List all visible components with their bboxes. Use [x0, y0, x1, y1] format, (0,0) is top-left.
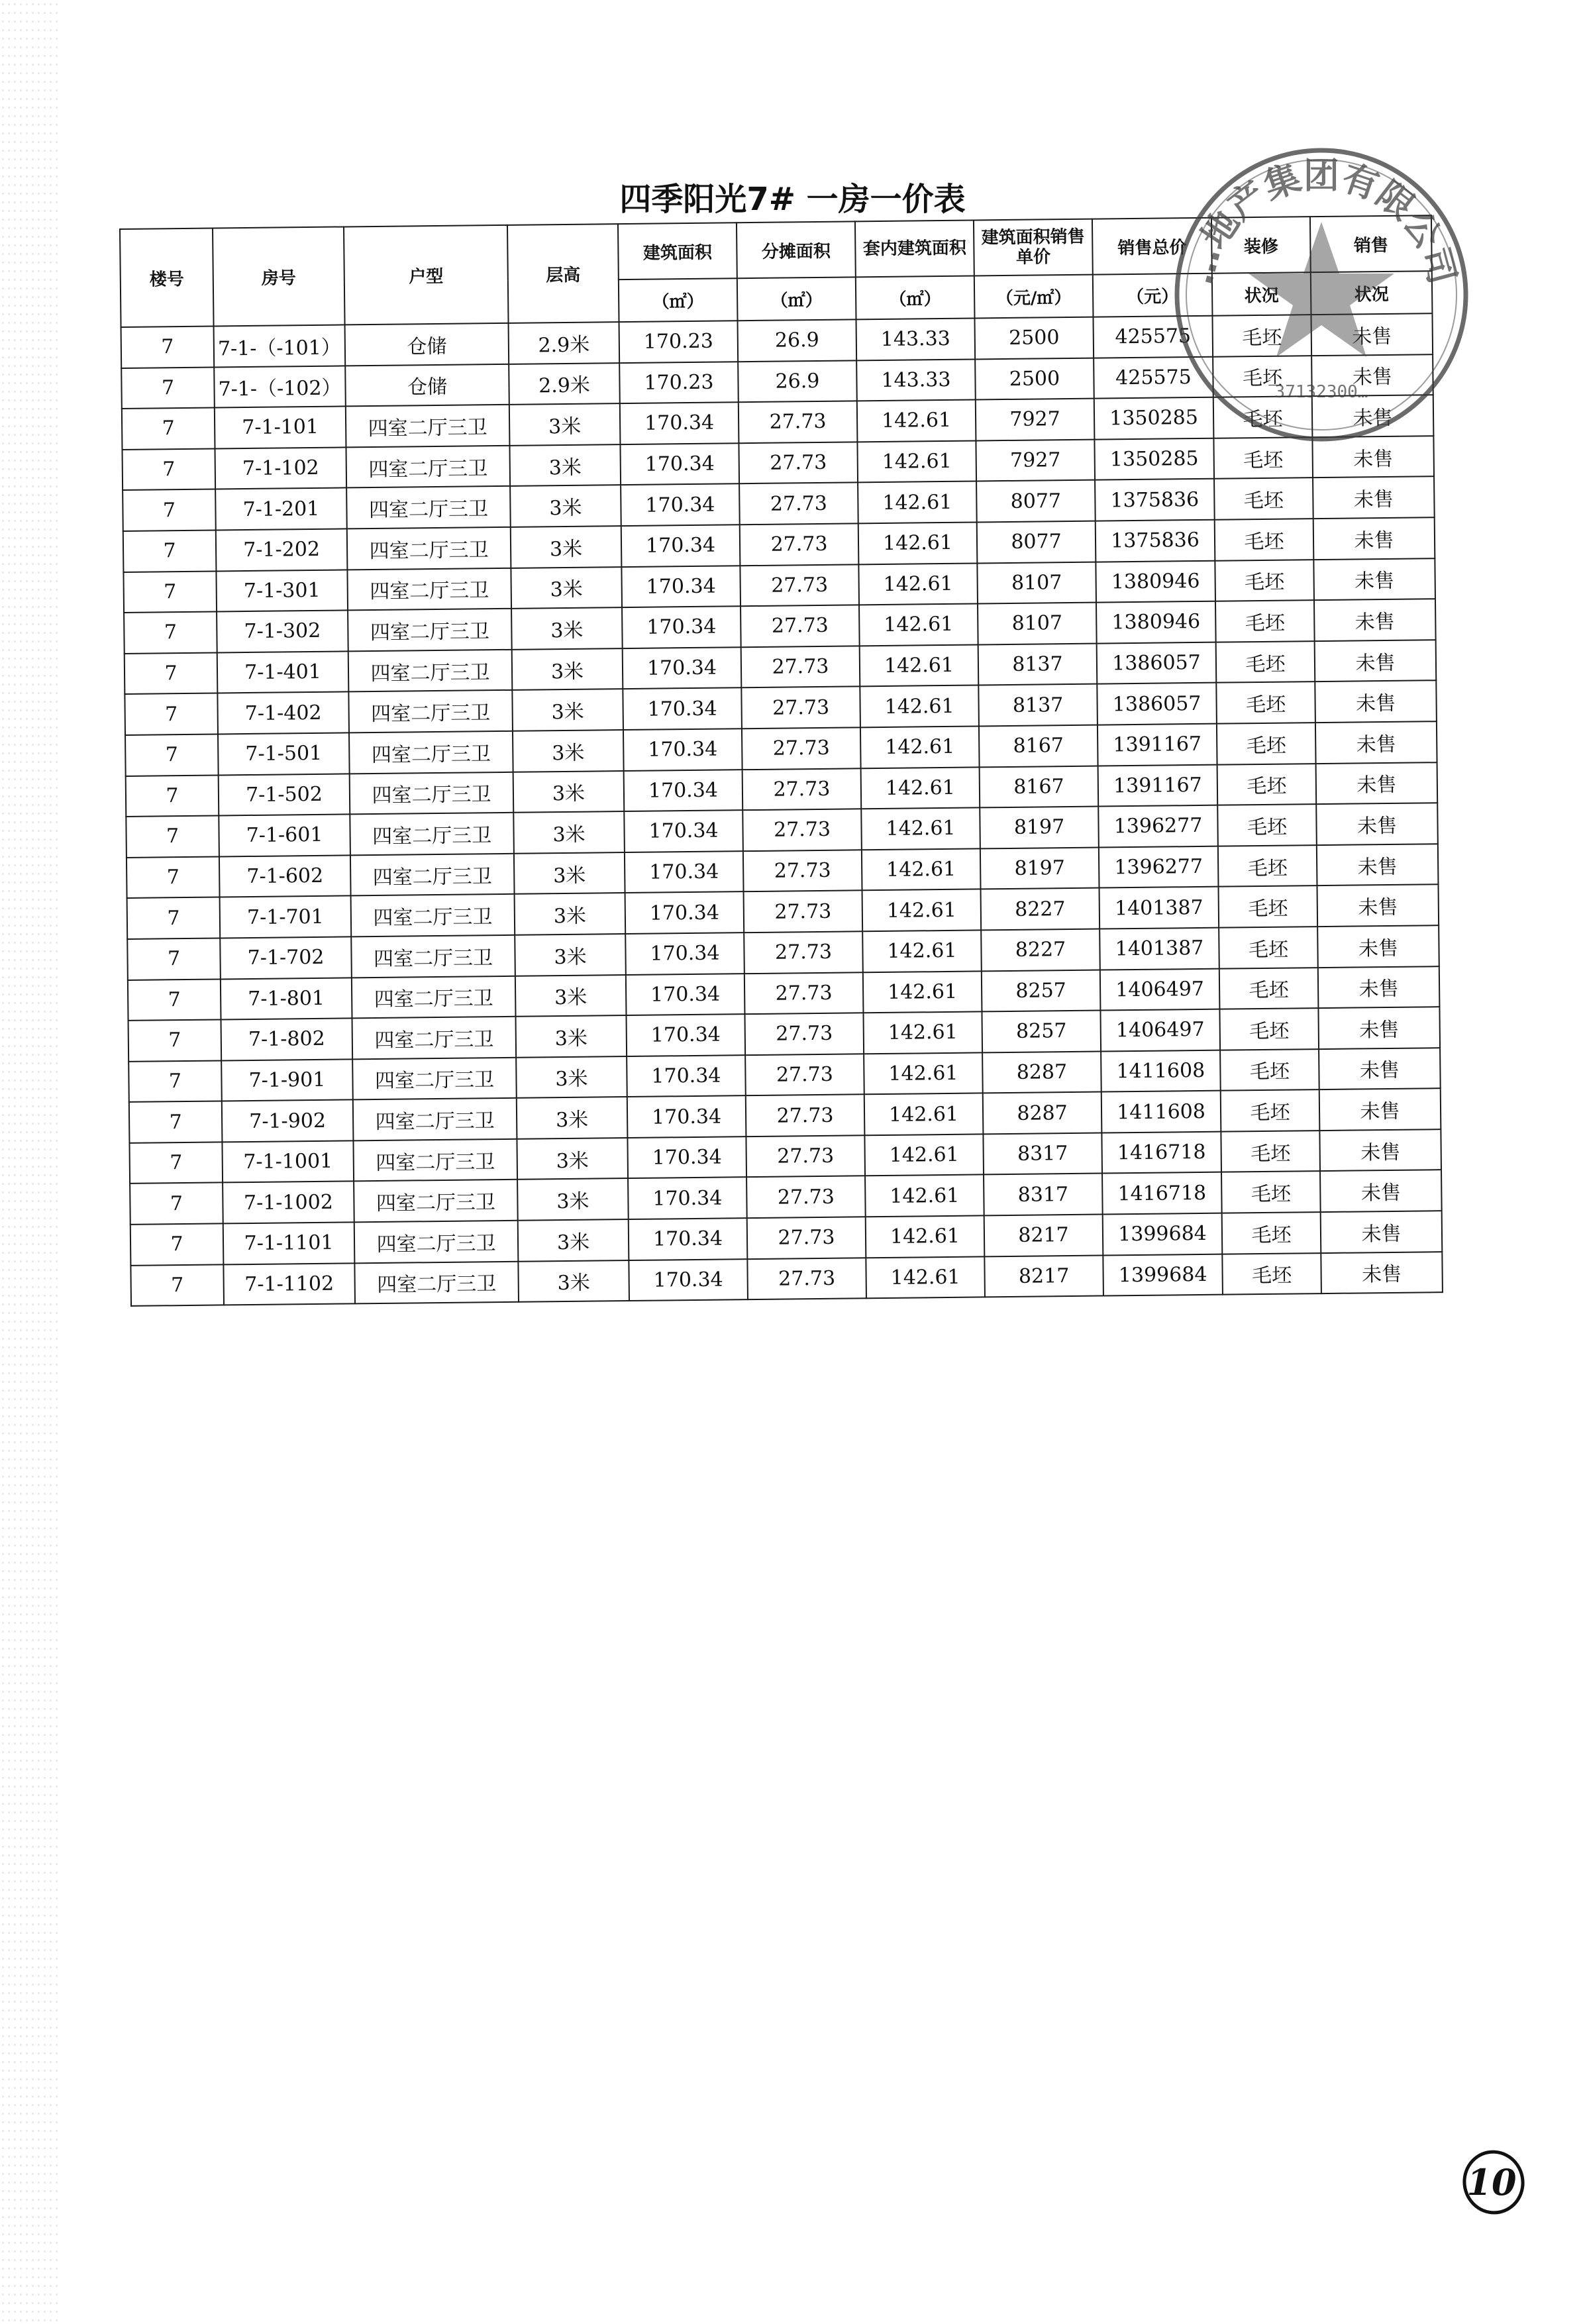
cell-type: 四室二厅三卫: [347, 527, 511, 570]
cell-unit-price: 8317: [984, 1174, 1103, 1215]
cell-inner: 142.61: [860, 685, 979, 727]
cell-sales: 未售: [1315, 640, 1437, 682]
cell-room: 7-1-1101: [223, 1222, 355, 1264]
cell-shared: 27.73: [747, 1217, 866, 1258]
cell-sales: 未售: [1318, 1007, 1440, 1049]
cell-inner: 142.61: [862, 889, 982, 931]
cell-type: 四室二厅三卫: [351, 935, 515, 978]
header-decoration: 装修: [1211, 217, 1311, 274]
cell-room: 7-1-（-101）: [214, 325, 346, 367]
price-table-wrapper: [119, 215, 1442, 1307]
cell-sales: 未售: [1317, 844, 1439, 886]
cell-height: 3米: [512, 689, 623, 731]
header-room: 房号: [213, 227, 345, 326]
cell-height: 3米: [511, 526, 622, 568]
cell-unit-price: 8137: [978, 643, 1098, 685]
cell-area: 170.34: [629, 1259, 748, 1301]
cell-height: 3米: [515, 1015, 627, 1057]
cell-total: 1386057: [1097, 683, 1217, 725]
cell-building: 7: [129, 1142, 223, 1184]
cell-total: 1391167: [1098, 764, 1218, 806]
cell-room: 7-1-301: [216, 570, 348, 612]
cell-area: 170.34: [627, 1095, 746, 1137]
cell-type: 四室二厅三卫: [354, 1221, 519, 1263]
cell-shared: 26.9: [738, 360, 857, 402]
cell-building: 7: [125, 734, 219, 776]
cell-area: 170.34: [627, 1055, 746, 1097]
cell-shared: 27.73: [739, 483, 858, 525]
cell-building: 7: [123, 530, 217, 572]
cell-area: 170.34: [626, 1014, 745, 1056]
cell-height: 3米: [518, 1219, 629, 1261]
cell-room: 7-1-602: [219, 855, 351, 897]
header-unit-price-unit: （元/㎡）: [974, 275, 1094, 319]
cell-height: 3米: [517, 1097, 628, 1138]
cell-unit-price: 8227: [981, 888, 1100, 930]
cell-building: 7: [121, 327, 215, 368]
cell-inner: 142.61: [863, 971, 982, 1013]
cell-decoration: 毛坯: [1215, 519, 1314, 560]
cell-area: 170.34: [626, 974, 745, 1015]
header-total: 销售总价: [1092, 218, 1212, 275]
cell-type: 四室二厅三卫: [354, 1180, 518, 1222]
table-body: [121, 313, 1443, 1306]
cell-sales: 未售: [1311, 313, 1433, 356]
cell-room: 7-1-901: [221, 1059, 353, 1101]
cell-height: 2.9米: [509, 363, 620, 405]
cell-shared: 27.73: [746, 1176, 866, 1218]
cell-total: 1375836: [1096, 520, 1215, 562]
cell-type: 四室二厅三卫: [348, 650, 513, 692]
cell-decoration: 毛坯: [1216, 682, 1315, 723]
cell-area: 170.34: [623, 688, 742, 730]
cell-shared: 27.73: [742, 809, 862, 850]
cell-type: 四室二厅三卫: [351, 894, 515, 936]
cell-sales: 未售: [1321, 1252, 1443, 1294]
cell-building: 7: [126, 775, 219, 817]
cell-area: 170.34: [621, 525, 741, 566]
cell-room: 7-1-702: [220, 936, 352, 979]
cell-total: 1411608: [1101, 1050, 1221, 1091]
cell-total: 1396277: [1099, 846, 1219, 887]
cell-unit-price: 8257: [982, 970, 1101, 1011]
cell-unit-price: 8227: [981, 929, 1100, 970]
cell-inner: 142.61: [857, 440, 976, 482]
cell-shared: 27.73: [741, 646, 860, 687]
cell-building: 7: [121, 367, 215, 409]
cell-type: 四室二厅三卫: [353, 1098, 517, 1140]
header-shared: 分摊面积: [737, 221, 856, 278]
cell-unit-price: 8077: [976, 480, 1096, 522]
cell-unit-price: 2500: [974, 317, 1094, 359]
cell-shared: 27.73: [747, 1258, 866, 1299]
cell-building: 7: [128, 1060, 222, 1102]
cell-building: 7: [123, 571, 217, 613]
header-unit-price: 建筑面积销售单价: [974, 219, 1093, 276]
cell-shared: 27.73: [739, 442, 858, 483]
cell-total: 1350285: [1094, 438, 1214, 480]
cell-decoration: 毛坯: [1219, 927, 1318, 968]
cell-decoration: 毛坯: [1216, 641, 1315, 683]
cell-area: 170.34: [628, 1178, 747, 1219]
cell-inner: 142.61: [858, 522, 978, 564]
cell-height: 3米: [513, 730, 624, 772]
scan-noise: [0, 0, 60, 2324]
cell-unit-price: 8167: [980, 766, 1099, 807]
svg-text:…地产集团有限公司: …地产集团有限公司: [1179, 154, 1464, 289]
cell-height: 3米: [514, 852, 625, 894]
cell-sales: 未售: [1316, 762, 1438, 805]
cell-area: 170.34: [624, 770, 743, 811]
cell-inner: 142.61: [858, 481, 977, 523]
cell-type: 四室二厅三卫: [352, 1017, 517, 1059]
cell-building: 7: [130, 1183, 223, 1225]
header-inner: 套内建筑面积: [855, 220, 974, 277]
cell-height: 3米: [517, 1179, 629, 1221]
cell-decoration: 毛坯: [1219, 1008, 1319, 1050]
cell-room: 7-1-（-102）: [214, 366, 346, 408]
cell-total: 1391167: [1098, 724, 1217, 766]
cell-total: 425575: [1094, 356, 1213, 398]
cell-height: 3米: [510, 485, 621, 527]
header-inner-unit: （㎡）: [856, 276, 975, 319]
cell-building: 7: [125, 693, 218, 735]
cell-building: 7: [127, 897, 221, 939]
price-table: [119, 215, 1443, 1307]
cell-room: 7-1-202: [216, 529, 348, 571]
cell-height: 3米: [518, 1260, 629, 1302]
svg-text:37132300…: 37132300…: [1274, 382, 1368, 402]
cell-height: 3米: [512, 648, 623, 690]
cell-unit-price: 2500: [975, 358, 1094, 399]
cell-room: 7-1-1002: [223, 1182, 354, 1224]
cell-sales: 未售: [1313, 558, 1435, 601]
cell-shared: 27.73: [739, 401, 858, 443]
cell-area: 170.23: [619, 321, 739, 362]
cell-inner: 142.61: [861, 808, 980, 850]
cell-type: 四室二厅三卫: [349, 731, 513, 774]
cell-sales: 未售: [1315, 681, 1437, 723]
cell-total: 1399684: [1103, 1254, 1223, 1295]
cell-type: 四室二厅三卫: [347, 568, 511, 610]
cell-total: 1375836: [1095, 479, 1215, 521]
cell-height: 2.9米: [509, 322, 620, 364]
cell-unit-price: 7927: [976, 439, 1095, 481]
cell-area: 170.23: [619, 362, 739, 403]
cell-inner: 142.61: [866, 1215, 985, 1257]
cell-type: 四室二厅三卫: [348, 609, 512, 651]
cell-inner: 142.61: [865, 1175, 984, 1217]
cell-room: 7-1-501: [218, 733, 350, 775]
cell-inner: 142.61: [864, 1093, 984, 1135]
cell-unit-price: 8287: [983, 1092, 1102, 1134]
cell-shared: 27.73: [744, 931, 863, 973]
cell-inner: 142.61: [860, 726, 980, 768]
cell-total: 1406497: [1100, 968, 1220, 1010]
cell-decoration: 毛坯: [1218, 885, 1317, 927]
cell-unit-price: 8197: [980, 847, 1099, 889]
cell-room: 7-1-502: [219, 774, 350, 816]
cell-total: 1396277: [1098, 805, 1218, 847]
header-total-unit: （元）: [1093, 274, 1213, 317]
header-area-unit: （㎡）: [619, 278, 738, 322]
cell-height: 3米: [515, 934, 626, 976]
cell-sales: 未售: [1314, 599, 1436, 641]
cell-inner: 142.61: [857, 400, 976, 442]
cell-height: 3米: [513, 811, 625, 853]
cell-area: 170.34: [622, 606, 741, 648]
cell-total: 1350285: [1094, 397, 1214, 439]
cell-total: 1401387: [1099, 928, 1219, 970]
cell-unit-price: 7927: [976, 399, 1095, 440]
cell-sales: 未售: [1311, 354, 1433, 397]
cell-shared: 27.73: [741, 687, 860, 729]
cell-unit-price: 8287: [982, 1051, 1101, 1093]
page-number-mark: [1457, 2146, 1530, 2219]
cell-type: 仓储: [345, 323, 509, 366]
cell-building: 7: [125, 652, 218, 694]
cell-type: 四室二厅三卫: [346, 486, 511, 529]
cell-shared: 27.73: [746, 1095, 865, 1137]
cell-room: 7-1-101: [215, 407, 346, 449]
cell-sales: 未售: [1318, 966, 1440, 1009]
cell-shared: 27.73: [742, 768, 862, 810]
header-height: 层高: [507, 224, 619, 323]
header-area: 建筑面积: [618, 223, 737, 279]
cell-decoration: 毛坯: [1214, 478, 1313, 520]
header-building: 楼号: [120, 228, 214, 327]
cell-height: 3米: [513, 771, 625, 813]
cell-unit-price: 8107: [977, 562, 1096, 603]
cell-area: 170.34: [621, 484, 740, 526]
cell-area: 170.34: [625, 933, 744, 974]
cell-sales: 未售: [1315, 721, 1437, 764]
cell-decoration: 毛坯: [1221, 1172, 1321, 1213]
header-decoration-status: 状况: [1212, 272, 1311, 316]
cell-decoration: 毛坯: [1213, 396, 1313, 438]
cell-unit-price: 8217: [984, 1255, 1103, 1297]
cell-height: 3米: [511, 607, 623, 649]
cell-area: 170.34: [625, 891, 744, 933]
cell-area: 170.34: [623, 729, 742, 770]
cell-inner: 142.61: [864, 1052, 983, 1094]
cell-room: 7-1-1102: [223, 1263, 355, 1305]
cell-inner: 142.61: [862, 848, 981, 890]
cell-sales: 未售: [1312, 395, 1434, 437]
cell-inner: 142.61: [862, 930, 982, 972]
header-shared-unit: （㎡）: [737, 277, 856, 321]
cell-inner: 142.61: [864, 1134, 984, 1176]
cell-sales: 未售: [1319, 1048, 1441, 1090]
cell-building: 7: [130, 1224, 224, 1266]
cell-area: 170.34: [627, 1137, 746, 1178]
cell-total: 1399684: [1103, 1213, 1223, 1255]
cell-total: 1401387: [1099, 887, 1219, 929]
cell-unit-price: 8257: [982, 1011, 1101, 1052]
cell-total: 1416718: [1102, 1172, 1222, 1214]
cell-shared: 27.73: [746, 1135, 865, 1177]
cell-sales: 未售: [1313, 517, 1435, 560]
cell-inner: 142.61: [858, 563, 978, 605]
cell-room: 7-1-801: [221, 978, 352, 1020]
cell-height: 3米: [517, 1138, 628, 1180]
page-number: 10: [1466, 2161, 1517, 2203]
cell-height: 3米: [515, 975, 627, 1017]
cell-shared: 26.9: [738, 319, 857, 361]
cell-inner: 142.61: [860, 644, 979, 686]
cell-decoration: 毛坯: [1215, 600, 1315, 642]
cell-building: 7: [122, 408, 215, 450]
cell-height: 3米: [516, 1056, 627, 1098]
cell-shared: 27.73: [745, 1054, 864, 1095]
header-sales: 销售: [1310, 215, 1432, 272]
cell-decoration: 毛坯: [1222, 1253, 1321, 1295]
cell-unit-price: 8107: [978, 603, 1097, 644]
cell-decoration: 毛坯: [1212, 315, 1311, 356]
cell-type: 四室二厅三卫: [354, 1261, 519, 1303]
cell-shared: 27.73: [740, 564, 859, 606]
cell-decoration: 毛坯: [1221, 1131, 1320, 1172]
cell-type: 四室二厅三卫: [353, 1139, 517, 1182]
cell-decoration: 毛坯: [1213, 437, 1313, 479]
cell-height: 3米: [509, 444, 621, 486]
cell-inner: 142.61: [866, 1256, 985, 1298]
cell-room: 7-1-701: [220, 896, 352, 938]
cell-building: 7: [129, 1101, 223, 1143]
cell-total: 1380946: [1096, 560, 1215, 602]
cell-building: 7: [128, 979, 221, 1021]
cell-shared: 27.73: [742, 727, 861, 769]
cell-building: 7: [124, 612, 217, 654]
cell-total: 1416718: [1101, 1132, 1221, 1174]
cell-type: 四室二厅三卫: [352, 1057, 517, 1099]
cell-inner: 142.61: [861, 767, 980, 809]
cell-unit-price: 8167: [979, 725, 1098, 767]
cell-decoration: 毛坯: [1221, 1089, 1320, 1131]
cell-room: 7-1-201: [215, 488, 347, 530]
cell-room: 7-1-601: [219, 815, 350, 857]
cell-sales: 未售: [1313, 477, 1435, 519]
cell-type: 四室二厅三卫: [352, 976, 516, 1018]
cell-decoration: 毛坯: [1217, 723, 1316, 764]
cell-decoration: 毛坯: [1217, 804, 1317, 846]
cell-inner: 142.61: [863, 1012, 982, 1054]
cell-room: 7-1-802: [221, 1018, 353, 1060]
cell-sales: 未售: [1317, 925, 1439, 968]
cell-area: 170.34: [620, 402, 739, 444]
cell-total: 1411608: [1101, 1091, 1221, 1133]
cell-building: 7: [126, 816, 219, 858]
cell-type: 四室二厅三卫: [350, 813, 514, 855]
cell-room: 7-1-302: [217, 611, 348, 653]
cell-area: 170.34: [625, 851, 744, 893]
cell-inner: 142.61: [859, 604, 978, 646]
cell-height: 3米: [511, 567, 622, 609]
header-sales-status: 状况: [1311, 271, 1433, 315]
cell-room: 7-1-102: [215, 447, 346, 489]
cell-total: 425575: [1093, 316, 1213, 358]
cell-building: 7: [127, 856, 220, 898]
cell-building: 7: [123, 489, 216, 531]
cell-type: 四室二厅三卫: [350, 854, 515, 896]
cell-shared: 27.73: [743, 850, 862, 891]
page-title: 四季阳光7# 一房一价表: [619, 181, 966, 218]
cell-total: 1380946: [1096, 601, 1216, 643]
cell-sales: 未售: [1312, 436, 1434, 478]
cell-shared: 27.73: [740, 523, 859, 565]
cell-type: 四室二厅三卫: [348, 690, 513, 733]
cell-decoration: 毛坯: [1220, 1049, 1319, 1091]
cell-area: 170.34: [624, 810, 743, 852]
cell-shared: 27.73: [744, 972, 864, 1014]
cell-sales: 未售: [1319, 1129, 1441, 1172]
cell-area: 170.34: [620, 443, 739, 485]
cell-height: 3米: [515, 893, 626, 935]
cell-building: 7: [122, 448, 215, 490]
cell-building: 7: [130, 1264, 224, 1306]
cell-decoration: 毛坯: [1217, 764, 1317, 805]
cell-shared: 27.73: [744, 891, 863, 933]
cell-building: 7: [128, 1020, 222, 1062]
cell-room: 7-1-1001: [222, 1140, 354, 1183]
cell-inner: 143.33: [856, 359, 976, 401]
cell-unit-price: 8317: [983, 1133, 1102, 1174]
cell-inner: 143.33: [856, 318, 975, 360]
cell-unit-price: 8217: [984, 1215, 1103, 1256]
cell-decoration: 毛坯: [1213, 356, 1312, 397]
cell-unit-price: 8077: [977, 521, 1096, 563]
cell-height: 3米: [509, 403, 621, 445]
cell-total: 1386057: [1097, 642, 1217, 683]
cell-sales: 未售: [1317, 885, 1439, 927]
cell-sales: 未售: [1321, 1211, 1443, 1253]
cell-building: 7: [127, 938, 221, 980]
cell-decoration: 毛坯: [1218, 845, 1317, 887]
cell-area: 170.34: [623, 647, 742, 689]
cell-room: 7-1-402: [217, 692, 349, 734]
cell-type: 四室二厅三卫: [350, 772, 514, 814]
cell-decoration: 毛坯: [1222, 1212, 1321, 1254]
cell-shared: 27.73: [744, 1013, 864, 1054]
cell-unit-price: 8197: [980, 807, 1099, 848]
cell-type: 四室二厅三卫: [346, 446, 510, 488]
cell-type: 四室二厅三卫: [346, 405, 510, 447]
cell-decoration: 毛坯: [1215, 560, 1314, 601]
cell-sales: 未售: [1319, 1088, 1441, 1131]
cell-area: 170.34: [629, 1218, 748, 1260]
cell-room: 7-1-401: [217, 651, 349, 693]
header-type: 户型: [344, 225, 509, 325]
cell-shared: 27.73: [741, 605, 860, 646]
cell-room: 7-1-902: [222, 1100, 354, 1142]
cell-type: 仓储: [345, 364, 509, 406]
cell-total: 1406497: [1100, 1009, 1220, 1051]
cell-unit-price: 8137: [978, 684, 1098, 726]
cell-decoration: 毛坯: [1219, 968, 1319, 1009]
cell-sales: 未售: [1316, 803, 1438, 845]
cell-area: 170.34: [621, 566, 741, 607]
cell-sales: 未售: [1320, 1170, 1442, 1213]
